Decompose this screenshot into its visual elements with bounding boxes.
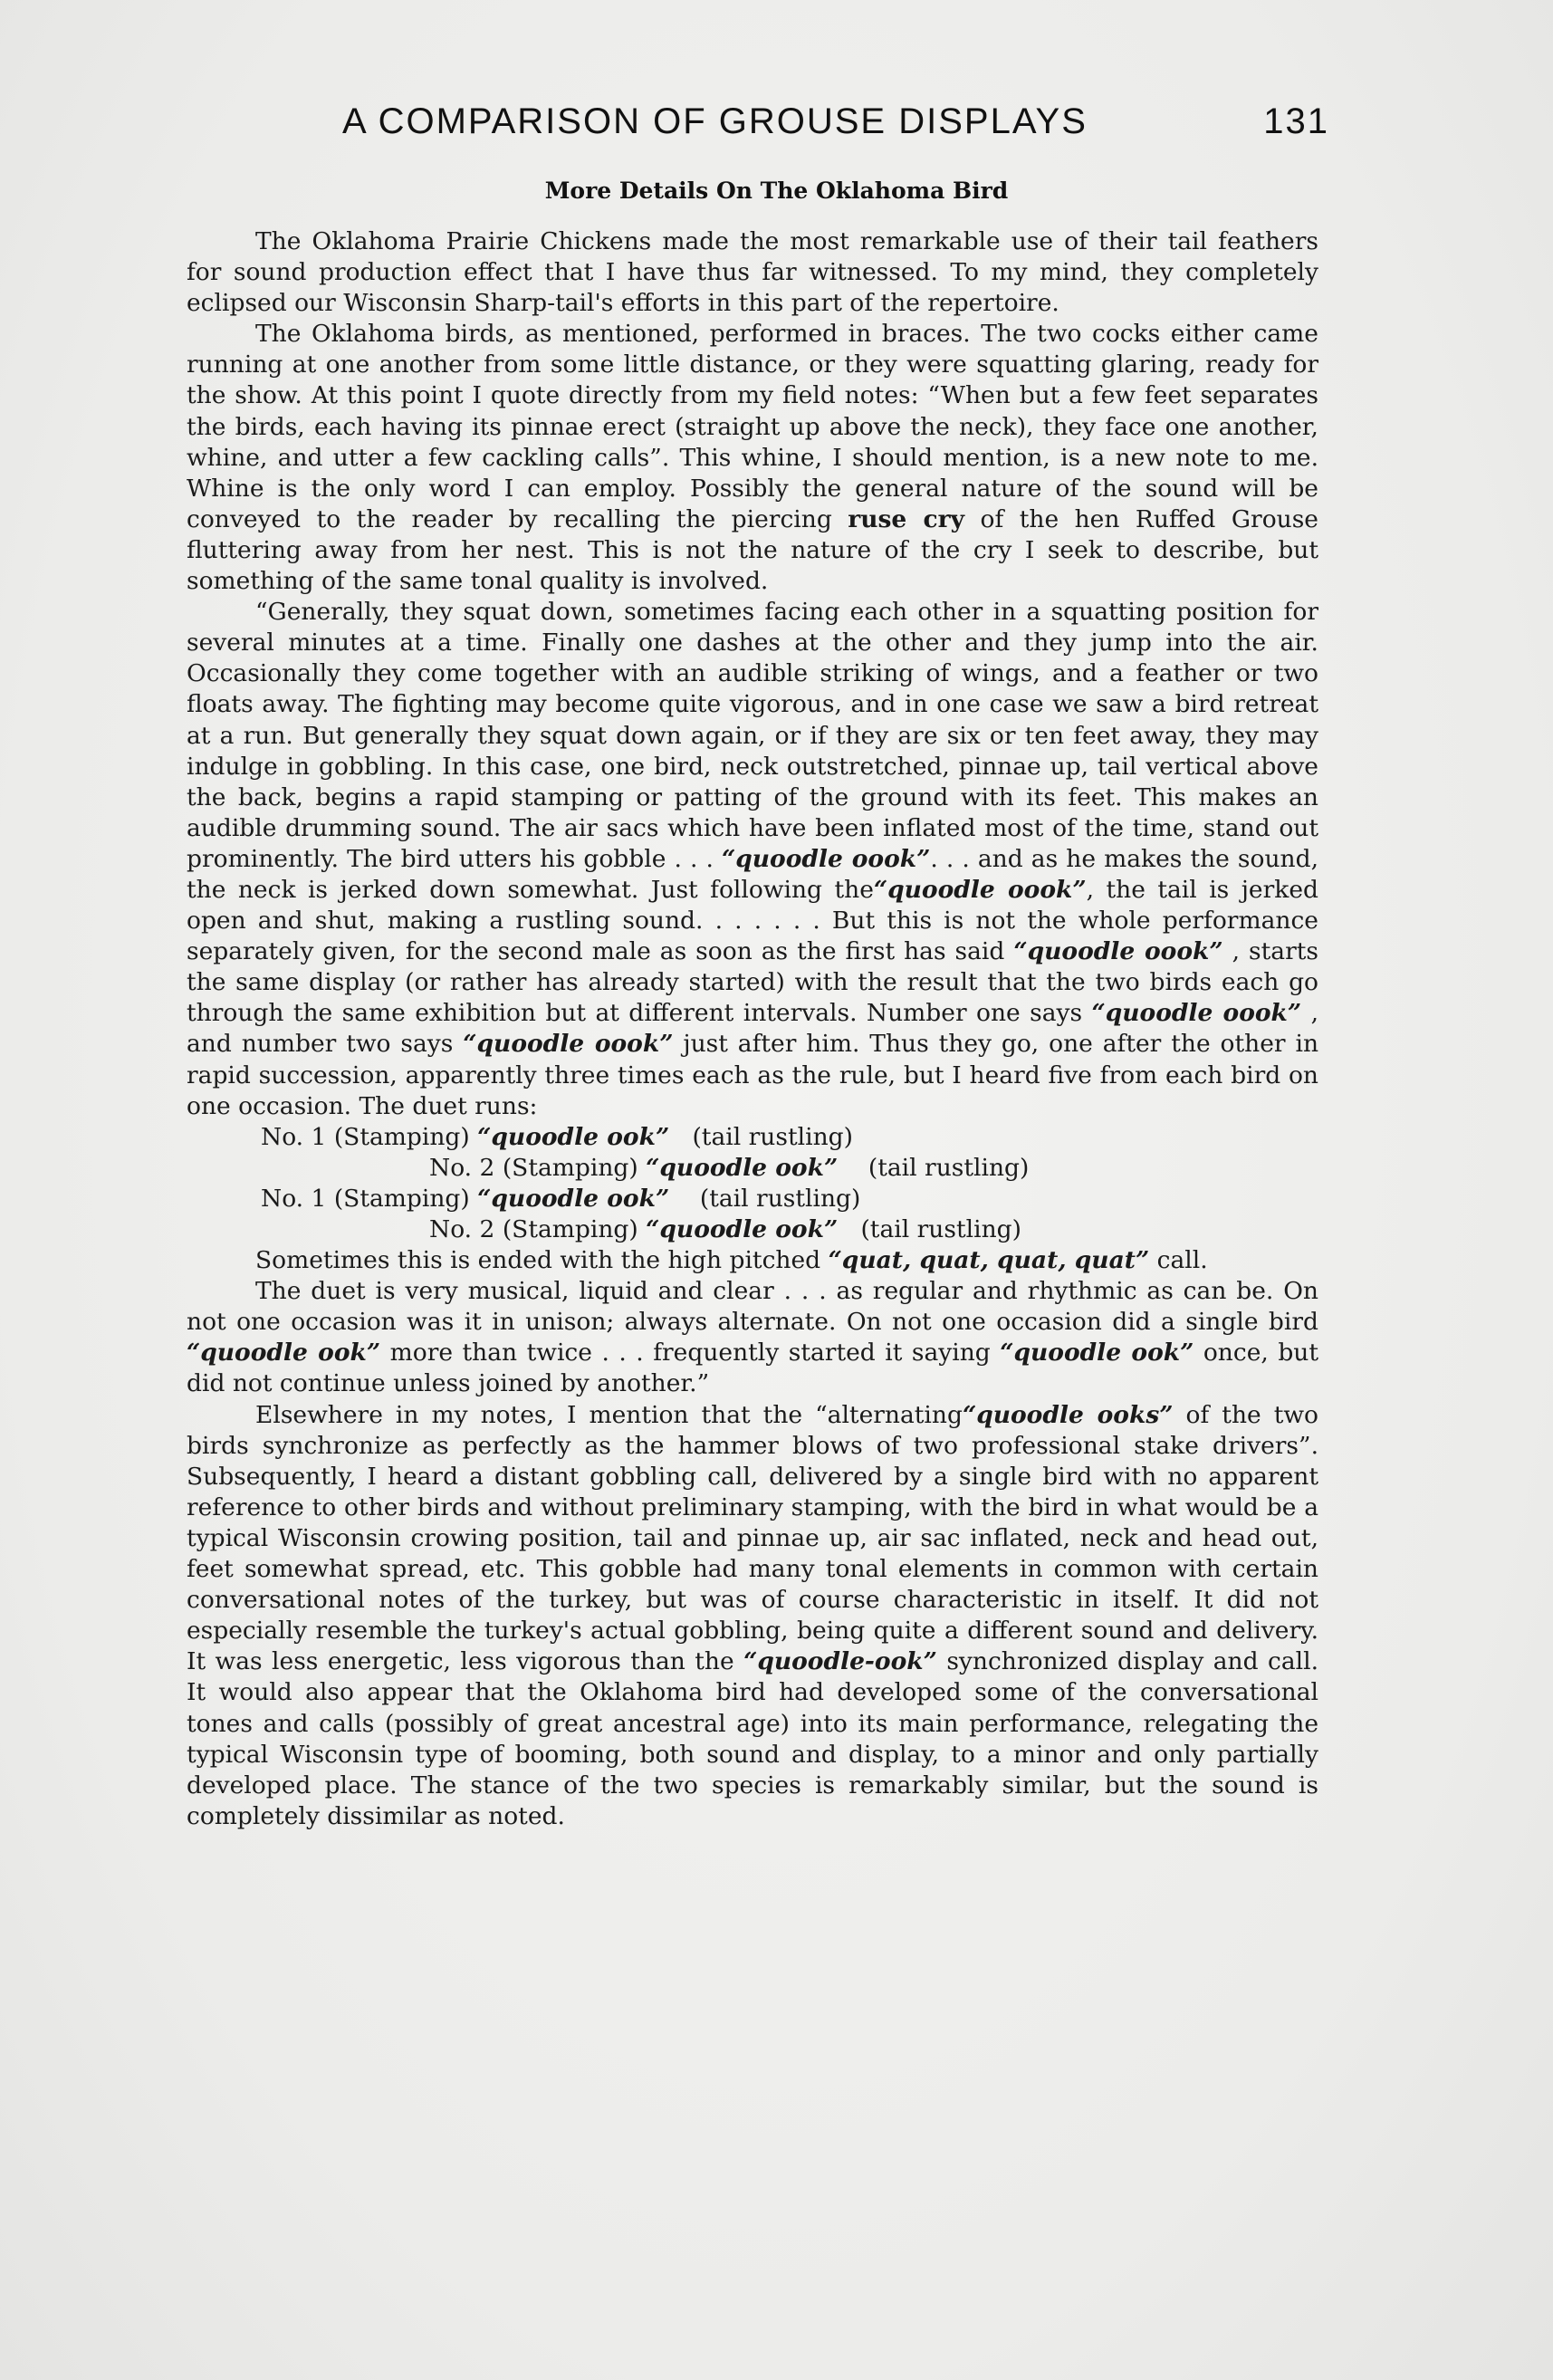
paragraph-4-text-b: call. bbox=[1149, 1246, 1208, 1275]
duet-stamping: (Stamping) bbox=[333, 1122, 470, 1151]
paragraph-3-text-c: , the tail is jerked open and shut, making a rustling sound. . . . . . . But this is not the whole performance separately given, for the second male as soon as the first has said bbox=[187, 875, 1318, 966]
call-quote: “quat, quat, quat, quat” bbox=[828, 1246, 1150, 1275]
duet-line bbox=[187, 1122, 1318, 1153]
duet-bird-number: No. 2 bbox=[429, 1153, 495, 1182]
call-quote: “quoodle ook” bbox=[1000, 1339, 1194, 1368]
article-body bbox=[187, 226, 1318, 1832]
paragraph-2 bbox=[187, 319, 1318, 597]
paragraph-6-text-c: synchronized display and call. It would also appear that the Oklahoma bird had developed some of the conversational tones and calls (possibly of great ancestral age) into its main performance, relegating the typical Wisconsin type of booming, both sound and display, to a minor and only partially developed place. The stance of the two species is remarkably similar, but the sound is completely dissimilar as noted. bbox=[187, 1647, 1318, 1830]
call-quote: “quoodle ook” bbox=[646, 1153, 839, 1182]
paragraph-3-text-e: , and number two says bbox=[187, 999, 1318, 1059]
paragraph-3-text-d: , starts the same display (or rather has already started) with the result that the two birds each go through the same exhibition but at different intervals. Number one says bbox=[187, 937, 1318, 1028]
call-quote: “quoodle-ook” bbox=[743, 1647, 937, 1676]
paragraph-3-text-b: . . . and as he makes the sound, the neck is jerked down somewhat. Just following the bbox=[187, 844, 1319, 904]
duet-tail-rustling: (tail rustling) bbox=[868, 1153, 1030, 1182]
paragraph-3 bbox=[187, 597, 1318, 1122]
running-header bbox=[342, 101, 1329, 156]
paragraph-2-text-b: of the hen Ruffed Grouse fluttering away from her nest. This is not the nature of the cry I seek to describe, but something of the same tonal quality is involved. bbox=[187, 504, 1318, 596]
call-quote: “quoodle ook” bbox=[477, 1184, 670, 1213]
ruse-cry-term: ruse cry bbox=[848, 504, 965, 533]
duet-line bbox=[187, 1153, 1318, 1184]
paragraph-4 bbox=[187, 1245, 1318, 1276]
paragraph-1: The Oklahoma Prairie Chickens made the most remarkable use of their tail feathers for sound production effect that I have thus far witnessed. To my mind, they completely eclipsed our Wisconsin Sharp-tail's efforts in this part of the repertoire. bbox=[187, 227, 1318, 318]
call-quote: “quoodle ook” bbox=[477, 1122, 670, 1151]
paragraph-6-text-b: of the two birds synchronize as perfectly as the hammer blows of two professional stake drivers”. Subsequently, I heard a distant gobbling call, delivered by a single bird with no apparent reference to other birds and without preliminary stamping, with the bird in what would be a typical Wisconsin crowing position, tail and pinnae up, air sac inflated, neck and head out, feet somewhat spread, etc. This gobble had many tonal elements in common with certain conversational notes of the turkey, but was of course characteristic in itself. It did not especially resemble the turkey's actual gobbling, being quite a different sound and delivery. It was less energetic, less vigorous than the bbox=[187, 1400, 1318, 1676]
duet-line bbox=[187, 1184, 1318, 1214]
paragraph-6 bbox=[187, 1400, 1318, 1832]
duet-bird-number: No. 1 bbox=[261, 1184, 327, 1213]
duet-stamping: (Stamping) bbox=[502, 1215, 638, 1243]
call-quote: “quoodle oook” bbox=[1091, 999, 1302, 1028]
section-title: More Details On The Oklahoma Bird bbox=[544, 178, 1009, 204]
page-number: 131 bbox=[1263, 101, 1329, 141]
call-quote: “quoodle oook” bbox=[873, 875, 1087, 904]
call-quote: “quoodle oook” bbox=[463, 1030, 674, 1059]
call-quote: “quoodle ook” bbox=[646, 1215, 839, 1243]
duet-tail-rustling: (tail rustling) bbox=[699, 1184, 861, 1213]
paragraph-5-text-b: more than twice . . . frequently started it saying bbox=[380, 1339, 1001, 1368]
paragraph-5-text-c: once, but did not continue unless joined by another.” bbox=[187, 1339, 1319, 1398]
call-quote: “quoodle ooks” bbox=[962, 1400, 1174, 1429]
paragraph-5 bbox=[187, 1276, 1318, 1399]
duet-tail-rustling: (tail rustling) bbox=[860, 1215, 1021, 1243]
running-title: A COMPARISON OF GROUSE DISPLAYS bbox=[342, 101, 1088, 141]
duet-stamping: (Stamping) bbox=[502, 1153, 638, 1182]
duet-bird-number: No. 1 bbox=[261, 1122, 327, 1151]
call-quote: “quoodle ook” bbox=[187, 1339, 381, 1368]
paragraph-3-text-a: “Generally, they squat down, sometimes facing each other in a squatting position for several minutes at a time. Finally one dashes at the other and they jump into the air. Occasionally they come together with an audible striking of wings, and a feather or two floats away. The fighting may become quite vigorous, and in one case we saw a bird retreat at a run. But generally they squat down again, or if they are six or ten feet away, they may indulge in gobbling. In this case, one bird, neck outstretched, pinnae up, tail vertical above the back, begins a rapid stamping or patting of the ground with its feet. This makes an audible drumming sound. The air sacs which have been inflated most of the time, stand out prominently. The bird utters his gobble . . . bbox=[187, 598, 1318, 873]
paragraph-3-text-f: just after him. Thus they go, one after the other in rapid succession, apparently three times each as the rule, but I heard five from each bird on one occasion. The duet runs: bbox=[187, 1030, 1319, 1120]
duet-tail-rustling: (tail rustling) bbox=[692, 1122, 853, 1151]
duet-line bbox=[187, 1214, 1318, 1245]
call-quote: “quoodle oook” bbox=[1013, 937, 1223, 966]
call-quote: “quoodle oook” bbox=[721, 844, 931, 873]
duet-bird-number: No. 2 bbox=[429, 1215, 495, 1243]
paragraph-4-text-a: Sometimes this is ended with the high pitched bbox=[255, 1246, 829, 1275]
duet-list bbox=[187, 1122, 1318, 1245]
paragraph-2-text-a: The Oklahoma birds, as mentioned, performed in braces. The two cocks either came running at one another from some little distance, or they were squatting glaring, ready for the show. At this point I quote directly from my field notes: “When but a few feet separates the birds, each having its pinnae erect (straight up above the neck), they face one another, whine, and utter a few cackling calls”. This whine, I should mention, is a new note to me. Whine is the only word I can employ. Possibly the general nature of the sound will be conveyed to the reader by recalling the piercing bbox=[187, 320, 1318, 533]
duet-stamping: (Stamping) bbox=[333, 1184, 470, 1213]
paragraph-5-text-a: The duet is very musical, liquid and clear . . . as regular and rhythmic as can be. On not one occasion was it in unison; always alternate. On not one occasion did a single bird bbox=[187, 1277, 1318, 1337]
paragraph-6-text-a: Elsewhere in my notes, I mention that the “alternating bbox=[255, 1400, 963, 1429]
